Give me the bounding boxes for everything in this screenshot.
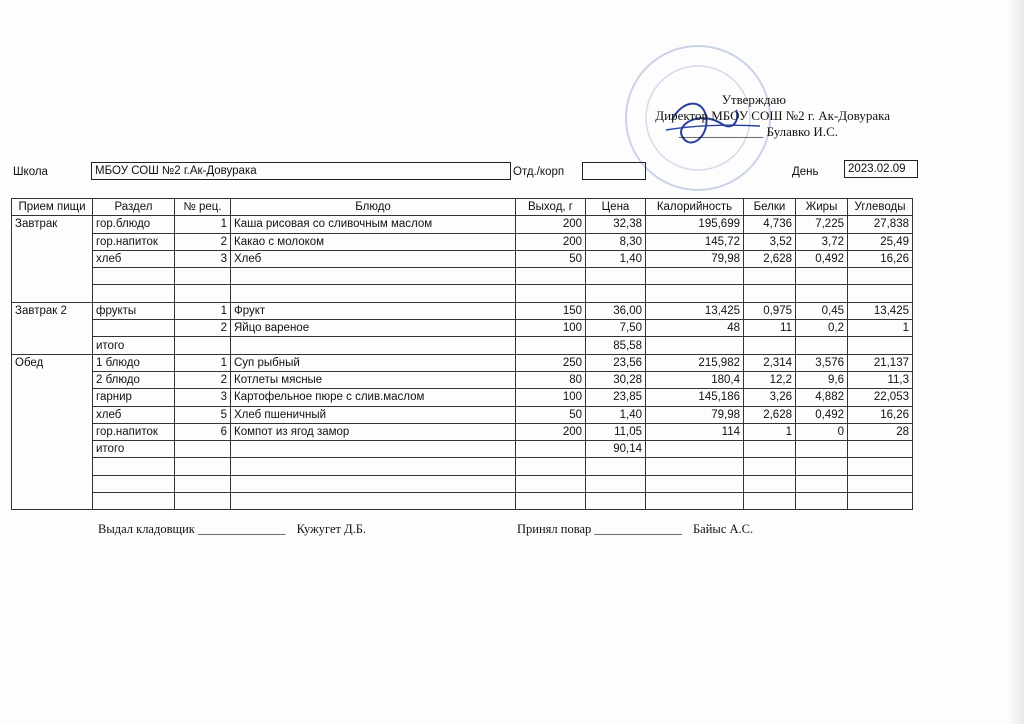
meal-cell: Завтрак — [12, 216, 93, 233]
section-cell: итого — [93, 441, 175, 458]
fats-cell: 0,45 — [796, 302, 848, 319]
fats-cell — [796, 441, 848, 458]
fats-cell: 9,6 — [796, 371, 848, 388]
proteins-cell: 1 — [744, 423, 796, 440]
calories-cell — [646, 285, 744, 302]
dish-cell — [231, 268, 516, 285]
approval-name: Булавко И.С. — [766, 124, 838, 139]
meal-cell — [12, 475, 93, 492]
carbs-cell: 16,26 — [848, 250, 913, 267]
col-yield: Выход, г — [516, 199, 586, 216]
section-cell — [93, 285, 175, 302]
table-row — [12, 441, 913, 458]
dish-cell — [231, 458, 516, 475]
dish-cell: Каша рисовая со сливочным маслом — [231, 216, 516, 233]
section-cell: фрукты — [93, 302, 175, 319]
calories-cell — [646, 458, 744, 475]
col-dish: Блюдо — [231, 199, 516, 216]
carbs-cell: 16,26 — [848, 406, 913, 423]
price-cell — [586, 268, 646, 285]
calories-cell — [646, 493, 744, 510]
recipe-number-cell: 2 — [175, 320, 231, 337]
table-row — [12, 354, 913, 371]
yield-cell — [516, 268, 586, 285]
col-carbs: Углеводы — [848, 199, 913, 216]
yield-cell: 80 — [516, 371, 586, 388]
meal-cell — [12, 285, 93, 302]
calories-cell: 79,98 — [646, 250, 744, 267]
fats-cell — [796, 475, 848, 492]
fats-cell — [796, 458, 848, 475]
calories-cell — [646, 337, 744, 354]
approval-title: Утверждаю — [721, 92, 786, 107]
fats-cell: 0,492 — [796, 250, 848, 267]
recipe-number-cell — [175, 475, 231, 492]
calories-cell — [646, 268, 744, 285]
issued-label: Выдал кладовщик — [98, 522, 195, 536]
carbs-cell: 11,3 — [848, 371, 913, 388]
section-cell: итого — [93, 337, 175, 354]
recipe-number-cell: 5 — [175, 406, 231, 423]
meal-cell — [12, 250, 93, 267]
price-cell — [586, 285, 646, 302]
recipe-number-cell: 2 — [175, 233, 231, 250]
section-cell — [93, 320, 175, 337]
price-cell: 1,40 — [586, 406, 646, 423]
recipe-number-cell — [175, 285, 231, 302]
recipe-number-cell: 2 — [175, 371, 231, 388]
fats-cell — [796, 493, 848, 510]
day-label: День — [792, 166, 819, 178]
price-cell: 85,58 — [586, 337, 646, 354]
calories-cell: 13,425 — [646, 302, 744, 319]
accepted-name: Байыс А.С. — [693, 522, 754, 536]
carbs-cell: 1 — [848, 320, 913, 337]
price-cell — [586, 493, 646, 510]
meal-cell — [12, 441, 93, 458]
proteins-cell: 11 — [744, 320, 796, 337]
proteins-cell — [744, 493, 796, 510]
meal-cell: Завтрак 2 — [12, 302, 93, 319]
meal-cell — [12, 493, 93, 510]
meal-cell: Обед — [12, 354, 93, 371]
proteins-cell: 0,975 — [744, 302, 796, 319]
fats-cell: 0,492 — [796, 406, 848, 423]
price-cell — [586, 458, 646, 475]
meal-cell — [12, 423, 93, 440]
dish-cell: Суп рыбный — [231, 354, 516, 371]
meal-cell — [12, 320, 93, 337]
menu-table — [11, 198, 913, 510]
price-cell: 1,40 — [586, 250, 646, 267]
proteins-cell: 12,2 — [744, 371, 796, 388]
footer-accepted: Принял повар ______________ Байыс А.С. — [517, 522, 754, 536]
dish-cell — [231, 285, 516, 302]
dept-field[interactable] — [582, 162, 646, 180]
dish-cell: Хлеб — [231, 250, 516, 267]
col-meal: Прием пищи — [12, 199, 93, 216]
proteins-cell — [744, 268, 796, 285]
meal-cell — [12, 371, 93, 388]
dish-cell: Фрукт — [231, 302, 516, 319]
carbs-cell: 13,425 — [848, 302, 913, 319]
fats-cell: 0 — [796, 423, 848, 440]
col-recipe: № рец. — [175, 199, 231, 216]
section-cell: хлеб — [93, 406, 175, 423]
recipe-number-cell — [175, 268, 231, 285]
table-row — [12, 285, 913, 302]
dish-cell: Котлеты мясные — [231, 371, 516, 388]
dish-cell — [231, 493, 516, 510]
approval-position: Директор МБОУ СОШ №2 г. Ак-Довурака — [655, 108, 890, 123]
recipe-number-cell: 1 — [175, 354, 231, 371]
table-row — [12, 302, 913, 319]
col-fats: Жиры — [796, 199, 848, 216]
fats-cell: 3,72 — [796, 233, 848, 250]
proteins-cell: 3,52 — [744, 233, 796, 250]
accepted-label: Принял повар — [517, 522, 592, 536]
proteins-cell: 3,26 — [744, 389, 796, 406]
yield-cell — [516, 458, 586, 475]
table-row — [12, 371, 913, 388]
approval-signature-line: _____________ Булавко И.С. — [678, 124, 838, 139]
yield-cell: 150 — [516, 302, 586, 319]
dish-cell — [231, 441, 516, 458]
proteins-cell: 2,314 — [744, 354, 796, 371]
dish-cell — [231, 475, 516, 492]
carbs-cell — [848, 441, 913, 458]
day-field[interactable]: 2023.02.09 — [844, 160, 918, 178]
calories-cell — [646, 475, 744, 492]
calories-cell: 215,982 — [646, 354, 744, 371]
carbs-cell — [848, 475, 913, 492]
table-header-row — [12, 199, 913, 216]
yield-cell: 250 — [516, 354, 586, 371]
yield-cell: 200 — [516, 423, 586, 440]
recipe-number-cell — [175, 493, 231, 510]
section-cell — [93, 493, 175, 510]
meal-cell — [12, 337, 93, 354]
calories-cell: 145,72 — [646, 233, 744, 250]
carbs-cell — [848, 285, 913, 302]
recipe-number-cell — [175, 337, 231, 354]
proteins-cell: 2,628 — [744, 250, 796, 267]
section-cell: 1 блюдо — [93, 354, 175, 371]
recipe-number-cell: 1 — [175, 302, 231, 319]
calories-cell: 114 — [646, 423, 744, 440]
school-field[interactable]: МБОУ СОШ №2 г.Ак-Довурака — [91, 162, 511, 180]
dish-cell — [231, 337, 516, 354]
carbs-cell — [848, 493, 913, 510]
fats-cell — [796, 285, 848, 302]
carbs-cell: 25,49 — [848, 233, 913, 250]
recipe-number-cell: 6 — [175, 423, 231, 440]
carbs-cell: 22,053 — [848, 389, 913, 406]
table-row — [12, 250, 913, 267]
table-row — [12, 475, 913, 492]
price-cell: 32,38 — [586, 216, 646, 233]
recipe-number-cell: 1 — [175, 216, 231, 233]
proteins-cell — [744, 285, 796, 302]
col-price: Цена — [586, 199, 646, 216]
table-row — [12, 458, 913, 475]
fats-cell: 0,2 — [796, 320, 848, 337]
recipe-number-cell — [175, 458, 231, 475]
carbs-cell — [848, 268, 913, 285]
carbs-cell: 28 — [848, 423, 913, 440]
price-cell: 36,00 — [586, 302, 646, 319]
fats-cell — [796, 268, 848, 285]
carbs-cell: 21,137 — [848, 354, 913, 371]
calories-cell: 180,4 — [646, 371, 744, 388]
meal-cell — [12, 268, 93, 285]
col-section: Раздел — [93, 199, 175, 216]
price-cell: 11,05 — [586, 423, 646, 440]
footer-issued: Выдал кладовщик ______________ Кужугет Д.Б. — [98, 522, 367, 536]
table-row — [12, 423, 913, 440]
section-cell — [93, 475, 175, 492]
table-row — [12, 216, 913, 233]
calories-cell: 79,98 — [646, 406, 744, 423]
section-cell: гор.напиток — [93, 233, 175, 250]
yield-cell: 50 — [516, 406, 586, 423]
yield-cell — [516, 285, 586, 302]
recipe-number-cell — [175, 441, 231, 458]
yield-cell — [516, 493, 586, 510]
price-cell: 7,50 — [586, 320, 646, 337]
proteins-cell: 2,628 — [744, 406, 796, 423]
school-label: Школа — [13, 166, 48, 178]
carbs-cell — [848, 337, 913, 354]
table-row — [12, 337, 913, 354]
yield-cell: 50 — [516, 250, 586, 267]
table-row — [12, 320, 913, 337]
fats-cell: 7,225 — [796, 216, 848, 233]
fats-cell: 3,576 — [796, 354, 848, 371]
recipe-number-cell: 3 — [175, 250, 231, 267]
price-cell — [586, 475, 646, 492]
section-cell: гор.блюдо — [93, 216, 175, 233]
calories-cell: 145,186 — [646, 389, 744, 406]
yield-cell: 200 — [516, 216, 586, 233]
meal-cell — [12, 233, 93, 250]
dish-cell: Яйцо вареное — [231, 320, 516, 337]
yield-cell — [516, 337, 586, 354]
calories-cell — [646, 441, 744, 458]
yield-cell — [516, 475, 586, 492]
dish-cell: Картофельное пюре с слив.маслом — [231, 389, 516, 406]
carbs-cell — [848, 458, 913, 475]
section-cell: хлеб — [93, 250, 175, 267]
price-cell: 30,28 — [586, 371, 646, 388]
section-cell — [93, 268, 175, 285]
section-cell: гор.напиток — [93, 423, 175, 440]
section-cell — [93, 458, 175, 475]
yield-cell: 100 — [516, 389, 586, 406]
recipe-number-cell: 3 — [175, 389, 231, 406]
table-row — [12, 406, 913, 423]
calories-cell: 195,699 — [646, 216, 744, 233]
price-cell: 23,85 — [586, 389, 646, 406]
price-cell: 23,56 — [586, 354, 646, 371]
col-calories: Калорийность — [646, 199, 744, 216]
proteins-cell — [744, 475, 796, 492]
fats-cell — [796, 337, 848, 354]
table-row — [12, 389, 913, 406]
calories-cell: 48 — [646, 320, 744, 337]
price-cell: 8,30 — [586, 233, 646, 250]
proteins-cell — [744, 441, 796, 458]
table-row — [12, 493, 913, 510]
issued-name: Кужугет Д.Б. — [296, 522, 367, 536]
meal-cell — [12, 389, 93, 406]
proteins-cell — [744, 337, 796, 354]
dish-cell: Компот из ягод замор — [231, 423, 516, 440]
table-row — [12, 233, 913, 250]
carbs-cell: 27,838 — [848, 216, 913, 233]
approval-block — [620, 92, 920, 140]
table-row — [12, 268, 913, 285]
dish-cell: Хлеб пшеничный — [231, 406, 516, 423]
dept-label: Отд./корп — [513, 166, 565, 178]
section-cell: гарнир — [93, 389, 175, 406]
scan-edge — [1008, 0, 1024, 724]
col-proteins: Белки — [744, 199, 796, 216]
meal-cell — [12, 406, 93, 423]
dish-cell: Какао с молоком — [231, 233, 516, 250]
section-cell: 2 блюдо — [93, 371, 175, 388]
yield-cell: 100 — [516, 320, 586, 337]
price-cell: 90,14 — [586, 441, 646, 458]
proteins-cell — [744, 458, 796, 475]
meal-cell — [12, 458, 93, 475]
proteins-cell: 4,736 — [744, 216, 796, 233]
fats-cell: 4,882 — [796, 389, 848, 406]
yield-cell: 200 — [516, 233, 586, 250]
yield-cell — [516, 441, 586, 458]
